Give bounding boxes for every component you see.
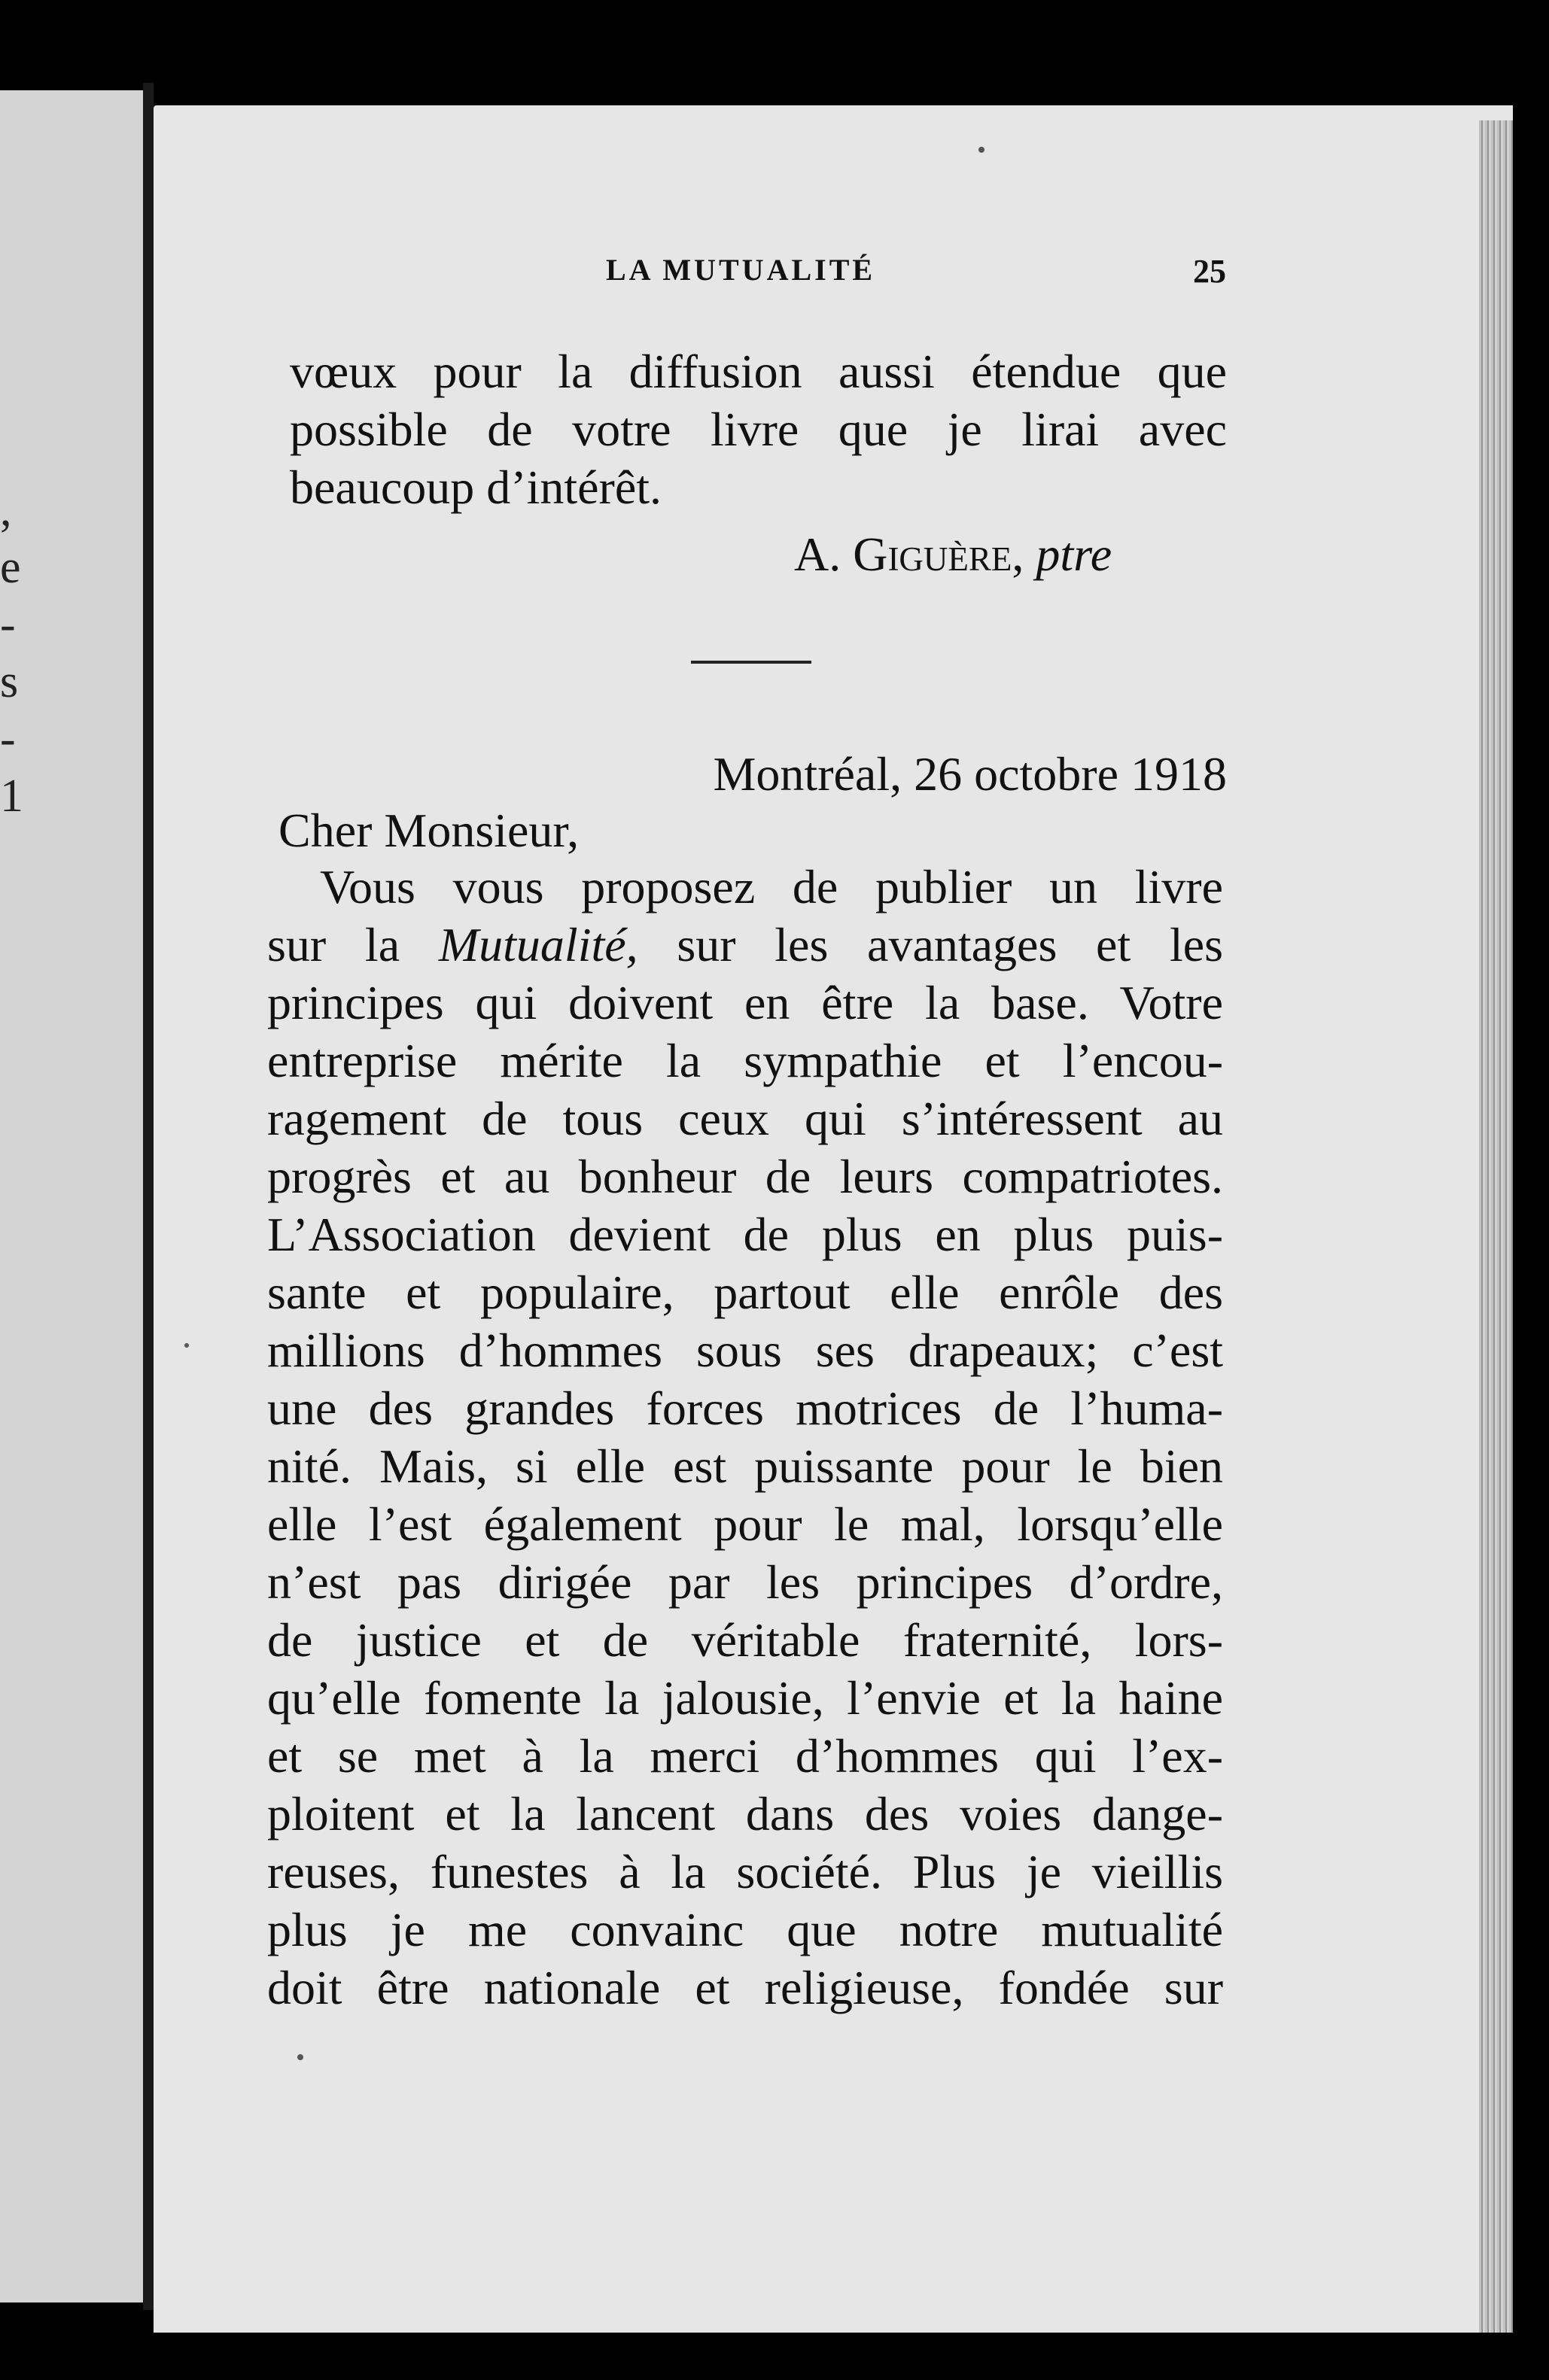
salutation: Cher Monsieur, [278, 804, 580, 857]
letter-closing-paragraph: vœux pour la diffusion aussi étendue que possible de votre livre que je lirai avec beaucoup d’intérêt. [290, 345, 1227, 514]
signature-name: A. Giguère, [794, 527, 1024, 581]
text-line: reuses, funestes à la société. Plus je vieillis [267, 1845, 1223, 1898]
dust-speck [978, 147, 984, 153]
text-line: L’Association devient de plus en plus puis- [267, 1208, 1223, 1261]
text-line: une des grandes forces motrices de l’huma- [267, 1381, 1223, 1435]
italic-term: Mutualité, [438, 918, 638, 971]
text-line: millions d’hommes sous ses drapeaux; c’est [267, 1324, 1223, 1377]
text-line: sante et populaire, partout elle enrôle des [267, 1266, 1223, 1319]
text-line: et se met à la merci d’hommes qui l’ex- [267, 1729, 1223, 1783]
dateline: Montréal, 26 octobre 1918 [713, 747, 1227, 801]
text-line: ragement de tous ceux qui s’intéressent au [267, 1092, 1223, 1145]
letter-signature [794, 527, 1112, 582]
text-line: ploitent et la lancent dans des voies dange- [267, 1787, 1223, 1840]
text-line: plus je me convainc que notre mutualité [267, 1903, 1223, 1956]
section-divider [691, 661, 811, 664]
signature-title: ptre [1036, 527, 1112, 581]
text-line: principes qui doivent en être la base. Votre [267, 976, 1223, 1029]
previous-page-edge [0, 90, 143, 2302]
text-line: elle l’est également pour le mal, lorsqu’elle [267, 1497, 1223, 1551]
running-title: LA MUTUALITÉ [606, 253, 876, 287]
text-line: entreprise mérite la sympathie et l’encou- [267, 1034, 1223, 1087]
text-run: sur la [267, 918, 400, 971]
text-line [267, 916, 1223, 974]
dust-speck [184, 1343, 189, 1348]
text-line: nité. Mais, si elle est puissante pour le bien [267, 1439, 1223, 1493]
text-line: progrès et au bonheur de leurs compatriotes. [267, 1150, 1223, 1203]
text-line: de justice et de véritable fraternité, lors- [267, 1613, 1223, 1667]
book-binding [143, 83, 154, 2310]
text-run: sur les avantages et les [677, 918, 1224, 971]
page-number: 25 [1193, 253, 1226, 290]
text-line: Vous vous proposez de publier un livre [320, 860, 1223, 913]
previous-page-text-fragments: , e - s - 1 [0, 485, 23, 822]
letter-body [267, 858, 1223, 2017]
text-line: n’est pas dirigée par les principes d’ordre, [267, 1555, 1223, 1609]
dust-speck [297, 2054, 303, 2060]
text-line: doit être nationale et religieuse, fondée sur [267, 1961, 1223, 2014]
page-stack-edge [1479, 120, 1513, 2333]
text-line: qu’elle fomente la jalousie, l’envie et la haine [267, 1671, 1223, 1725]
